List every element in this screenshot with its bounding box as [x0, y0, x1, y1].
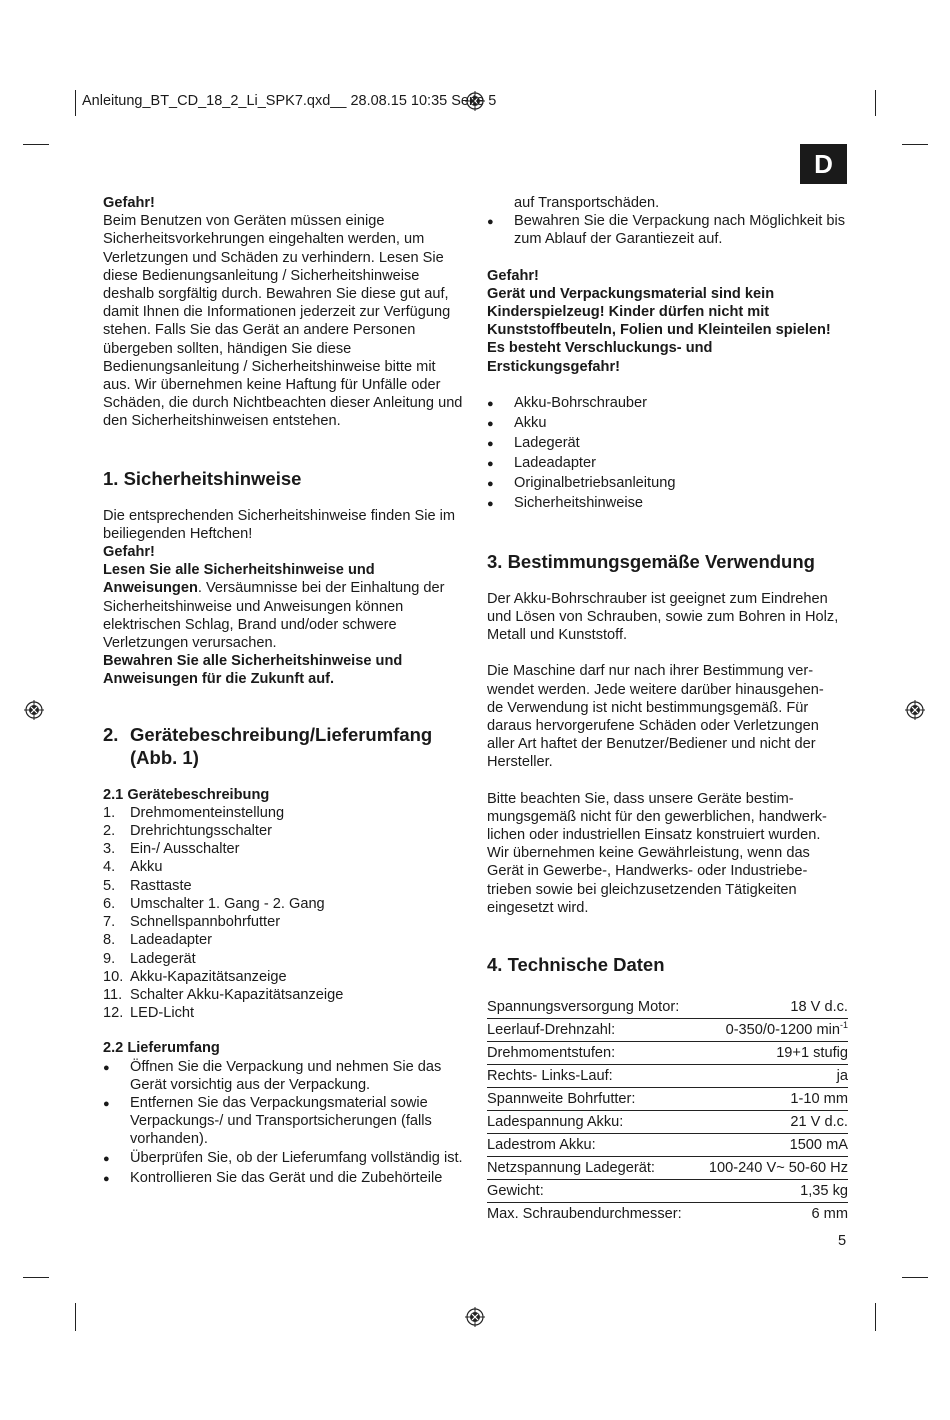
spec-label: Gewicht:	[487, 1180, 698, 1203]
list-item: ● Originalbetriebsanleitung	[487, 474, 849, 494]
list-item: ● Sicherheitshinweise	[487, 494, 849, 514]
crop-mark	[23, 144, 49, 145]
list-item	[103, 968, 465, 986]
list-item	[103, 858, 465, 876]
list-item: ● Akku	[487, 414, 849, 434]
continued-text: auf Transportschäden.	[514, 195, 660, 211]
item-label: Schnellspannbohrfutter	[130, 914, 281, 931]
list-item: ● Kontrollieren Sie das Gerät und die Zubehörteile	[103, 1169, 465, 1189]
table-row	[487, 1042, 848, 1065]
intro-heading: Gefahr!	[103, 195, 155, 211]
list-item	[103, 950, 465, 968]
spec-value: ja	[698, 1065, 848, 1088]
item-label: Ladegerät	[130, 950, 196, 967]
item-number: 2.	[103, 823, 116, 840]
text-line: lichen oder industriellen Einsatz konstruiert wurden.	[487, 827, 821, 844]
list-item: ● Ladegerät	[487, 434, 849, 454]
list-item: ● Bewahren Sie die Verpackung nach Möglichkeit bis zum Ablauf der Garantiezeit auf.	[487, 213, 845, 248]
crop-mark	[875, 90, 876, 116]
text-line: eingesetzt wird.	[487, 899, 589, 916]
spec-label: Ladespannung Akku:	[487, 1111, 698, 1134]
item-number: 3.	[103, 841, 116, 858]
spec-label: Netzspannung Ladegerät:	[487, 1157, 698, 1180]
table-row	[487, 1019, 848, 1042]
spec-label: Rechts- Links-Lauf:	[487, 1065, 698, 1088]
item-label: Akku-Kapazitätsanzeige	[130, 968, 287, 985]
text-line: Hersteller.	[487, 754, 553, 771]
bullet-icon: ●	[103, 1172, 110, 1185]
spec-label: Spannweite Bohrfutter:	[487, 1088, 698, 1111]
spec-value: 100-240 V~ 50-60 Hz	[698, 1157, 848, 1180]
crop-mark	[902, 144, 928, 145]
crop-mark	[875, 1303, 876, 1331]
bullet-icon: ●	[487, 497, 494, 510]
right-column	[487, 194, 849, 1225]
bullet-icon: ●	[103, 1061, 110, 1074]
spec-value: 6 mm	[811, 1206, 848, 1223]
left-column	[103, 194, 465, 1189]
crop-mark	[75, 90, 76, 116]
list-item	[103, 804, 465, 822]
bullet-icon: ●	[487, 417, 494, 430]
subsection-2-2: 2.2 Lieferumfang	[103, 1040, 220, 1057]
list-item	[103, 986, 465, 1004]
registration-mark-icon	[24, 700, 44, 720]
spec-label: Spannungsversorgung Motor:	[487, 996, 698, 1019]
bullet-icon: ●	[487, 437, 494, 450]
intro-text: Beim Benutzen von Geräten müssen einige Sicherheitsvorkehrungen eingehalten werden, um Verletzungen und Schäden zu verhindern. Lesen Sie diese Bedienungsanleitung / Sicherheitshinweise deshalb sorgfältig durch. Bewahren Sie diese gut auf, damit Ihnen die Informationen jederzeit zur Verfügung stehen. Falls Sie das Gerät an andere Personen übergeben sollten, händigen Sie diese Bedienungsanleitung / Sicherheitshinweise bitte mit aus. Wir übernehmen keine Haftung für Unfälle oder Schäden, die durch Nichtbeachten dieser Anleitung und den Sicherheitshinweisen entstehen.	[103, 213, 463, 430]
table-row	[487, 1111, 848, 1134]
registration-mark-icon	[465, 1307, 485, 1327]
list-item	[103, 840, 465, 858]
text-line: mungsgemäß nicht für den gewerblichen, handwerk-	[487, 808, 827, 825]
item-number: 1.	[103, 804, 116, 821]
list-item: ● Öffnen Sie die Verpackung und nehmen Sie das Gerät vorsichtig aus der Verpackung.	[103, 1058, 442, 1093]
item-label: Drehmomenteinstellung	[130, 804, 285, 821]
file-header: Anleitung_BT_CD_18_2_Li_SPK7.qxd__ 28.08.15 10:35 Seite 5	[82, 93, 497, 109]
item-number: 4.	[103, 859, 116, 876]
list-item	[103, 1004, 465, 1022]
list-item: ● Entfernen Sie das Verpackungsmaterial sowie Verpackungs-/ und Transportsicherungen (falls vorhanden).	[103, 1094, 432, 1148]
text-line: Gerät in Gewerbe-, Handwerks- oder Industriebe-	[487, 863, 808, 880]
spec-value: 1,35 kg	[698, 1180, 848, 1203]
item-label: Ladeadapter	[130, 932, 212, 949]
table-row	[487, 996, 848, 1019]
list-item	[103, 877, 465, 895]
spec-value: 0-350/0-1200 $\min^{-1}$	[698, 1019, 848, 1042]
section4-title: 4. Technische Daten	[487, 954, 665, 976]
registration-mark-icon	[905, 700, 925, 720]
list-item	[103, 913, 465, 931]
table-row	[487, 1088, 848, 1111]
section1-text: Die entsprechenden Sicherheitshinweise finden Sie im beiliegenden Heftchen!	[103, 507, 456, 542]
bullet-icon: ●	[487, 397, 494, 410]
danger-heading: Gefahr!	[487, 267, 539, 284]
text-line: Bitte beachten Sie, dass unsere Geräte bestim-	[487, 790, 794, 807]
subsection-2-1: 2.1 Gerätebeschreibung	[103, 786, 270, 803]
item-number: 8.	[103, 932, 116, 949]
list-item	[103, 931, 465, 949]
section1-bold-start: Lesen Sie alle Sicherheitshinweise und Anweisungen	[103, 562, 375, 597]
list-item: ● Überprüfen Sie, ob der Lieferumfang vollständig ist.	[103, 1149, 465, 1169]
item-label: LED-Licht	[130, 1005, 195, 1022]
text-line: de Verwendung ist nicht bestimmungsgemäß. Für	[487, 699, 809, 716]
bullet-icon: ●	[487, 216, 494, 229]
item-label: Akku	[130, 859, 163, 876]
section3-p2	[487, 662, 849, 771]
text-line: trieben sowie bei gleichzusetzenden Tätigkeiten	[487, 881, 797, 898]
text-line: wendet werden. Jede weitere darüber hinausgehen-	[487, 681, 824, 698]
item-label: Ein-/ Ausschalter	[130, 841, 240, 858]
crop-mark	[902, 1277, 928, 1278]
text-line: Die Maschine darf nur nach ihrer Bestimmung ver-	[487, 663, 814, 680]
section1-danger: Gefahr!	[103, 544, 155, 561]
bullet-icon: ●	[103, 1152, 110, 1165]
table-row	[487, 1157, 848, 1180]
spec-label: Ladestrom Akku:	[487, 1134, 698, 1157]
text-line: Wir übernehmen keine Gewährleistung, wenn das	[487, 845, 810, 862]
item-label: Schalter Akku-Kapazitätsanzeige	[130, 986, 344, 1003]
spec-label: Leerlauf-Drehnzahl:	[487, 1019, 698, 1042]
section3-title: 3. Bestimmungsgemäße Verwendung	[487, 550, 815, 572]
item-label: Umschalter 1. Gang - 2. Gang	[130, 895, 325, 912]
bullet-icon: ●	[103, 1097, 110, 1110]
item-number: 6.	[103, 895, 116, 912]
section2-num: 2.	[103, 723, 119, 745]
language-badge: D	[800, 144, 847, 184]
item-number: 11.	[103, 986, 123, 1003]
section1-title: 1. Sicherheitshinweise	[103, 467, 302, 489]
bullet-icon: ●	[487, 457, 494, 470]
item-number: 12.	[103, 1005, 124, 1022]
crop-mark	[75, 1303, 76, 1331]
spec-value: 19+1 stufig	[698, 1042, 848, 1065]
crop-mark	[23, 1277, 49, 1278]
table-row	[487, 1065, 848, 1088]
section3-p1: Der Akku-Bohrschrauber ist geeignet zum Eindrehen und Lösen von Schrauben, sowie zum Bohren in Holz, Metall und Kunststoff.	[487, 590, 839, 644]
spec-label: Max. Schraubendurchmesser:	[487, 1206, 682, 1223]
list-item: ● Akku-Bohrschrauber	[487, 394, 849, 414]
section2-title	[103, 723, 465, 769]
list-item	[103, 895, 465, 913]
spec-value: 1500 mA	[698, 1134, 848, 1157]
list-item	[103, 822, 465, 840]
spec-value: 1-10 mm	[698, 1088, 848, 1111]
item-number: 5.	[103, 877, 116, 894]
page-number: 5	[838, 1233, 847, 1249]
delivery-list	[103, 1058, 465, 1189]
item-number: 10.	[103, 968, 124, 985]
table-row	[487, 1203, 848, 1226]
item-number: 9.	[103, 950, 116, 967]
danger-text: Gerät und Verpackungsmaterial sind kein Kinderspielzeug! Kinder dürfen nicht mit Kunststoffbeuteln, Folien und Kleinteilen spielen! Es besteht Verschluckungs- und Erstickungsgefahr!	[487, 285, 831, 375]
spec-value: 21 V d.c.	[698, 1111, 848, 1134]
section1-rest: . Versäumnisse bei der Einhaltung der Sicherheitshinweise und Anweisungen können elektrischen Schlag, Brand und/oder schwere Verletzungen verursachen.	[103, 580, 445, 652]
table-row	[487, 1180, 848, 1203]
item-label: Drehrichtungsschalter	[130, 823, 272, 840]
contents-list	[487, 394, 849, 514]
text-line: daraus hervorgerufene Schäden oder Verletzungen	[487, 718, 819, 735]
section1-warning	[103, 561, 465, 652]
spec-value: 18 V d.c.	[698, 996, 848, 1019]
section3-p3	[487, 790, 849, 917]
item-label: Rasttaste	[130, 877, 192, 894]
spec-label: Drehmomentstufen:	[487, 1042, 698, 1065]
list-item: ● Ladeadapter	[487, 454, 849, 474]
bullet-icon: ●	[487, 477, 494, 490]
text-line: aller Art haftet der Benutzer/Bediener und nicht der	[487, 736, 816, 753]
parts-list	[103, 804, 465, 1022]
section2-title-line2: (Abb. 1)	[130, 746, 199, 768]
table-row	[487, 1134, 848, 1157]
section2-title-line1: Gerätebeschreibung/Lieferumfang	[130, 723, 433, 745]
technical-data-table	[487, 996, 848, 1225]
item-number: 7.	[103, 914, 116, 931]
section1-bold-end: Bewahren Sie alle Sicherheitshinweise und Anweisungen für die Zukunft auf.	[103, 653, 403, 688]
